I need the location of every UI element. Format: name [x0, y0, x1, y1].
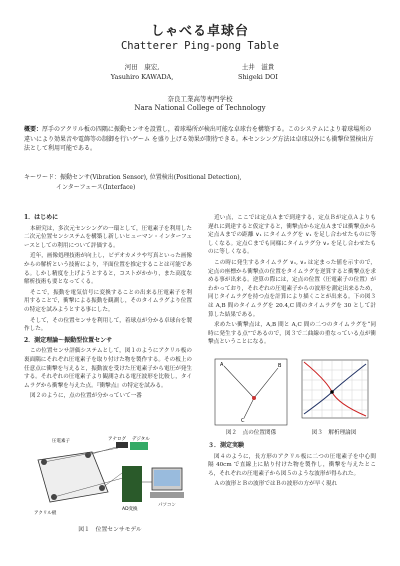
paper-title-japanese: しゃべる卓球台 [150, 24, 249, 39]
figure-3-analysis-plot [296, 358, 372, 426]
fig1-label-acrylic: アクリル板 [34, 511, 57, 516]
figure-2-point-positions [214, 358, 288, 426]
fig2-point-label: A [220, 362, 224, 368]
figure-1-sensor-model [30, 430, 190, 522]
pc-screen-icon [154, 470, 180, 486]
figure-1-caption: 図１ 位置センサモデル [78, 527, 142, 533]
fig1-label-sensor: 圧電素子 [52, 439, 70, 444]
fig2-frame [215, 359, 287, 425]
amp-box-icon [116, 442, 128, 448]
section-1-paragraph: そして，その位置センサを利用して，着球点が分かる卓球台を製作した。 [24, 317, 192, 333]
section-1-paragraph: 近年，画像処理技術が向上し，ビデオカメラや写真といった画像からの解析という技術により，平面位置を推定することは可能である。しかし精度を上げようとすると，コストがかかり，また高度な解析技術も要となってくる。 [24, 253, 192, 286]
left-column [24, 214, 192, 403]
keywords-line-1: 振動センサ(Vibration Sensor), 位置検出(Positional Detection), [60, 174, 242, 181]
section-3-heading: ３．測定実験 [208, 442, 245, 449]
figure-3-caption: 図３ 解析理論図 [311, 430, 357, 436]
fig3-intersection-point [330, 390, 334, 394]
fig1-label-adc: AD変換 [122, 507, 138, 512]
ad-converter-board-icon [122, 466, 142, 502]
keywords-label: キーワード： [24, 174, 61, 181]
section-3-paragraph: Ａの波形とＢの波形ではＢの波形の方が早く現れ [214, 481, 338, 488]
acrylic-plate [38, 452, 108, 502]
fig1-label-pc: パソコン [158, 503, 176, 508]
author-2 [218, 62, 298, 82]
paper-title-english: Chatterer Ping-pong Table [120, 40, 280, 52]
fig1-label-digital: デジタル [132, 437, 150, 442]
right-paragraph: 求めたい衝撃点は，A,B 間と A,C 間の二つのタイムラグを“同時に発生する点”であるので，図３で二曲線の重なっている点が衝撃点ということになる。 [208, 322, 376, 346]
section-2-paragraph: この位置センサ評価システムとして，図１のようにアクリル板の裏面隅にそれぞれ圧電素子を取り付けた物を製作する。その板上の任意点に衝撃を与えると，振動波を受けた圧電素子から電圧が発生する。それぞれの圧電素子より観測される電圧波形を比較し，タイムラグから衝撃を与えた点。『衝撃点』の特定を試みる。 [24, 348, 192, 389]
fig2-point-label: B [278, 363, 282, 369]
impact-point-icon [252, 396, 256, 400]
pc-keyboard-icon [150, 492, 184, 498]
affiliation-english: Nara National College of Technology [134, 104, 266, 112]
section-1-heading: 1．はじめに [24, 214, 59, 221]
section-2-paragraph: 図２のように，点の位置が分かっていて一番 [30, 393, 142, 400]
digital-board-icon [130, 442, 148, 450]
right-column-section-3 [208, 442, 376, 491]
author-1-name-en: Yasuhiro KAWADA, [110, 73, 174, 81]
right-paragraph: この時に発生するタイムラグ ∨₁, ∨₂ は定まった値を示すので，定点の座標から衝撃点の位置をタイムラグを逆算すると衝撃点を求める事が出来る。逆算の際には，定点の位置（圧電素子の位置）がわかっており，それぞれの圧電素子からの波形を測定出来るため，同じタイムラグを持つ点を計算により描くことが出来る。下の図３は A,B 間のタイムラグを 20.4,C 間のタイムラグを 30 として計算した結果である。 [208, 259, 376, 318]
figure-2-caption: 図２ 点の位置関係 [225, 430, 277, 436]
abstract [24, 125, 376, 154]
abstract-label: 概要： [24, 126, 43, 133]
right-paragraph: 近い点，ここでは定点Ａまで到達する，定点Ｂが定点Ａよりも遅れに到達すると仮定すると，衝撃点から定点Ａまでは衝撃点から定点Ａまでの距離 ∨₁ にタイムラグを ∨₁ を足し合わせたものに等しくなる。定点Ｃまでも同様にタイムラグ分 ∨₂ を足し合わせたものに等しくなる。 [208, 215, 376, 256]
keywords-line-2: インターフェース(Interface) [56, 184, 136, 191]
section-3-paragraph: 図４のように，長方形のアクリル板に二つの圧電素子を中心間隔 40cm で直線上に貼り付けた物を製作し，衝撃を与えたところ，それぞれの圧電素子から図５のような波形が得られた。 [208, 453, 376, 477]
affiliation-japanese: 奈良工業高等専門学校 [167, 95, 233, 103]
abstract-text: 厚手のアクリル板の四隅に振動センサを設置し，着球場所が検出可能な卓球台を構築する。このシステムにより着球場所の違いにより効果音や電飾等の制御を行いゲーム を盛り上げる効果が期待できる。本センシング方法は卓球以外にも衝撃位置検出方法として利用可能である。 [24, 126, 374, 152]
section-2-heading: 2．測定理論〜振動型位置センサ [24, 336, 113, 344]
right-column [208, 214, 376, 349]
author-2-name-ja: 土井 滋貴 [241, 63, 275, 71]
fig1-label-amp: アナログ [108, 437, 126, 442]
author-2-name-en: Shigeki DOI [238, 73, 278, 81]
fig2-point-label: C [241, 418, 245, 424]
author-1 [102, 62, 182, 82]
author-1-name-ja: 河田 康宏, [124, 63, 160, 71]
section-1-paragraph: 本研究は，多次元センシングの一環として，圧電素子を利用した二次元位置センシステムを構築し新しいヒューマン・インターフェースとしての利用について評価する。 [24, 225, 192, 249]
section-1-paragraph: そこで，振動を電気信号に変換することの出来る圧電素子を利用することで，衝撃による振動を観測し，そのタイムラグより位置の特定を試みようとする事にした。 [24, 289, 192, 313]
keywords [24, 173, 376, 193]
